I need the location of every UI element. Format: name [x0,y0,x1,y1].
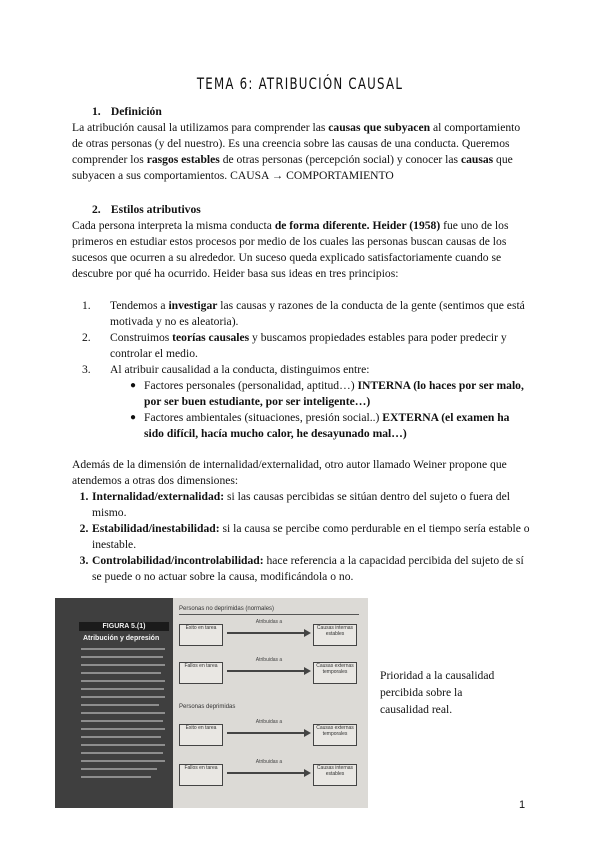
bold-run: investigar [168,299,218,312]
item-number: 3. [82,363,91,376]
figure-text-line [81,664,165,666]
section-estilos [72,202,532,282]
figure-box-right: Causas externas temporales [313,662,357,684]
arrow-label: Atribuidas a [255,619,283,625]
text-run: Tendemos a [110,299,169,312]
figure-header-top: Personas no deprimidas (normales) [179,606,275,612]
figure-caption: Prioridad a la causalidad percibida sobre la causalidad real. [380,669,495,716]
figure-text-line [81,656,163,658]
figure-box-right: Causas externas temporales [313,724,357,746]
text-run: Factores ambientales (situaciones, presión social..) [144,411,383,424]
weiner-paragraph: Además de la dimensión de internalidad/externalidad, otro autor llamado Weiner propone que atendemos a otras dos dimensiones: [72,458,507,487]
heider-paragraph [72,218,532,282]
section-heading [72,202,532,218]
list-item [72,489,532,521]
figure-text-line [81,776,151,778]
figure-text-line [81,768,157,770]
figure-header-bottom: Personas deprimidas [179,704,236,710]
arrow-icon [227,630,311,636]
figure-text-line [81,704,159,706]
list-item [72,330,532,362]
arrow-icon [227,770,311,776]
figure-text-line [81,688,164,690]
section-number: 2. [92,203,101,216]
section-number: 1. [92,105,101,118]
bold-run: INTERNA (lo haces por ser malo, por ser buen estudiante, por ser inteligente…) [144,379,524,408]
text-run: de otras personas (percepción social) y conocer las [219,153,461,166]
figure-label: FIGURA 5.(1) [79,622,169,631]
factors-list [72,378,532,442]
list-item [72,410,532,442]
list-item [72,378,532,410]
list-item [72,521,532,553]
figure-box-left: Éxito en tarea [179,624,223,646]
bold-run: EXTERNA (el examen ha sido difícil, hacía mucho calor, he desayunado mal…) [144,411,510,440]
weiner-section [72,457,532,585]
figure-text-line [81,696,165,698]
list-item [72,553,532,585]
bullet-icon: ● [130,380,137,391]
divider [179,614,359,615]
page-title: TEMA 6: ATRIBUCIÓN CAUSAL [196,74,404,93]
text-run: que subyacen a sus comportamientos. CAUSA → COMPORTAMIENTO [72,153,513,182]
figure-box-right: Causas internas estables [313,764,357,786]
text-run: Cada persona interpreta la misma conducta [72,219,275,232]
bold-run: Internalidad/externalidad: [92,490,225,503]
figure-text-line [81,744,165,746]
bold-run: causas que subyacen [328,121,431,134]
figure-box-right: Causas internas estables [313,624,357,646]
figure-text-line [81,752,163,754]
list-item [72,362,532,378]
dimensions-list [72,489,532,585]
bold-run: teorías causales [172,331,250,344]
figure-box-left: Fallos en tarea [179,764,223,786]
bold-run: de forma diferente. Heider (1958) [274,219,441,232]
section-heading-text: Estilos atributivos [110,203,201,216]
figure-text-line [81,680,165,682]
text-run: Factores personales (personalidad, aptitud…) [144,379,358,392]
item-number: 2. [82,331,91,344]
section-heading-text: Definición [110,105,162,118]
text-run: Construimos [110,331,173,344]
bold-run: causas [460,153,494,166]
text-run: hace referencia a la capacidad percibida del sujeto de sí se puede o no actuar sobre la causa, modificándola o no. [92,554,524,583]
figure-diagram [173,598,368,808]
section-definicion [72,104,532,184]
text-run: Al atribuir causalidad a la conducta, distinguimos entre: [110,363,370,376]
figure-box-left: Fallos en tarea [179,662,223,684]
page-number: 1 [519,799,526,811]
figure-text-line [81,760,165,762]
arrow-icon [227,730,311,736]
figure-text-line [81,712,165,714]
list-item [72,298,532,330]
section-heading [72,104,532,120]
text-run: al comportamiento de otras personas (y del nuestro). Es una creencia sobre las causas de una conducta. Queremos comprender los [72,121,521,166]
arrow-label: Atribuidas a [255,657,283,663]
figure-box-left: Éxito en tarea [179,724,223,746]
item-number: 2. [79,522,89,535]
figure-subtitle: Atribución y depresión [83,635,160,642]
text-run: si las causas percibidas se sitúan dentro del sujeto o fuera del mismo. [92,490,510,519]
text-run: si la causa se percibe como perdurable en el tiempo sería estable o inestable. [92,522,530,551]
figure-text-line [81,728,165,730]
text-run: y buscamos propiedades estables para poder predecir y controlar el medio. [110,331,507,360]
arrow-label: Atribuidas a [255,719,283,725]
figure-text-line [81,672,161,674]
definition-paragraph [72,120,532,184]
bold-run: rasgos estables [146,153,220,166]
text-run: La atribución causal la utilizamos para comprender las [72,121,329,134]
figure-sidebar [55,598,173,808]
arrow-icon [227,668,311,674]
text-run: las causas y razones de la conducta de la gente (sentimos que está motivada y no es aleatoria). [110,299,525,328]
figure-text-line [81,648,165,650]
bold-run: Controlabilidad/incontrolabilidad: [92,554,264,567]
figure-text-line [81,736,161,738]
attribution-figure [55,598,368,808]
bullet-icon: ● [130,412,137,423]
text-run: fue uno de los primeros en estudiar estos procesos por medio de los cuales las personas buscan causas de los sucesos que ocurren a su alrededor. Un suceso queda explicado satisfactoriamente cuando se descubre por qué ha ocurrido. Heider basa sus ideas en tres principios: [72,219,509,280]
figure-text-line [81,720,163,722]
principles-list [72,298,532,442]
item-number: 1. [82,299,91,312]
bold-run: Estabilidad/inestabilidad: [92,522,220,535]
item-number: 1. [79,490,89,503]
arrow-label: Atribuidas a [255,759,283,765]
item-number: 3. [79,554,89,567]
